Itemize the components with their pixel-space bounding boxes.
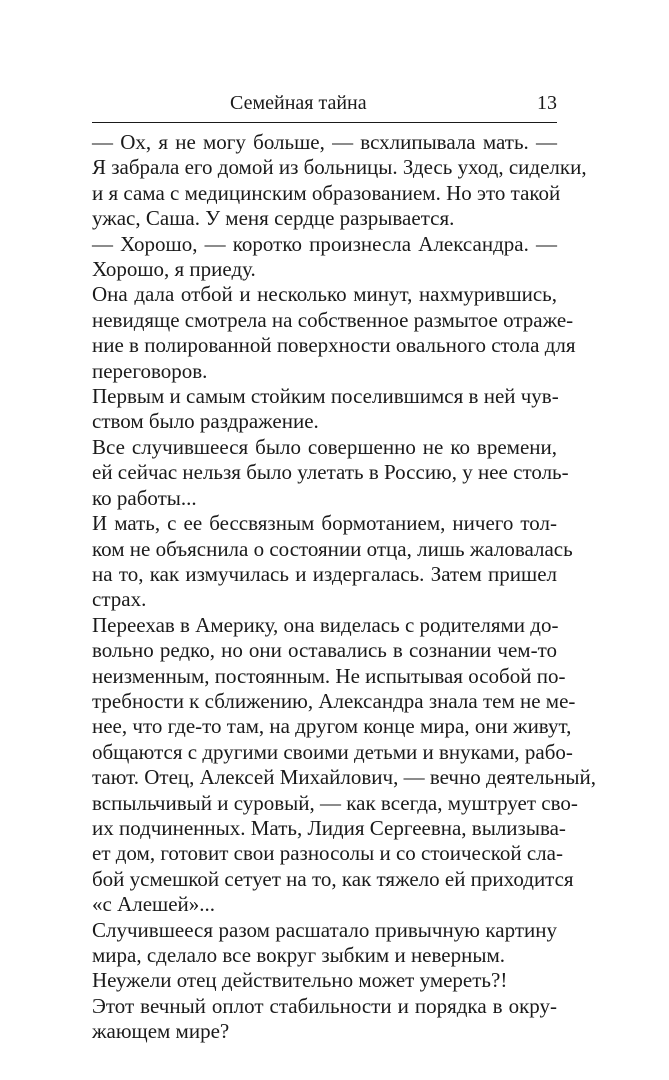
text-line: переговоров.	[92, 358, 208, 383]
text-line: ние в полированной поверхности овального стола для	[92, 333, 576, 358]
paragraph	[92, 282, 576, 384]
text-line: неизменным, постоянным. Не испытывая особой по-	[92, 663, 566, 688]
text-line: мира, сделало все вокруг зыбким и неверным.	[92, 943, 506, 967]
text-line: Неужели отец действительно может умереть?!	[92, 968, 508, 993]
text-line: Переехав в Америку, она виделась с родителями до-	[92, 612, 559, 637]
paragraph	[92, 511, 573, 613]
text-line: их подчиненных. Мать, Лидия Сергеевна, вылизыва-	[92, 815, 566, 840]
text-line: И мать, с ее бессвязным бормотанием, ничего тол-	[92, 511, 557, 536]
paragraph	[92, 232, 557, 283]
text-line: ством было раздражение.	[92, 409, 319, 434]
text-line: Я забрала его домой из больницы. Здесь уход, сиделки,	[92, 155, 587, 180]
text-line: ет дом, готовит свои разносолы и со стоической сла-	[92, 841, 563, 866]
running-title: Семейная тайна	[230, 92, 367, 114]
text-line: Хорошо, я приеду.	[92, 257, 256, 282]
body-text	[92, 130, 597, 1045]
paragraph	[92, 994, 557, 1045]
text-line: Этот вечный оплот стабильности и порядка в окру-	[92, 993, 557, 1018]
text-line: Случившееся разом расшатало привычную картину	[92, 917, 557, 942]
text-line: — Ох, я не могу больше, — всхлипывала мать. —	[92, 130, 557, 154]
text-line: «с Алешей»...	[92, 892, 216, 917]
paragraph	[92, 130, 587, 232]
text-line: бой усмешкой сетует на то, как тяжело ей приходится	[92, 866, 574, 891]
text-line: общаются с другими своими детьми и внуками, рабо-	[92, 739, 573, 764]
text-line: нее, что где-то там, на другом конце мира, они живут,	[92, 714, 572, 739]
running-header	[92, 92, 557, 123]
text-line: ужас, Саша. У меня сердце разрывается.	[92, 206, 455, 231]
text-line: требности к сближению, Александра знала тем не ме-	[92, 688, 576, 713]
text-line: ко работы...	[92, 485, 197, 510]
text-line: Она дала отбой и несколько минут, нахмурившись,	[92, 282, 557, 307]
page-number: 13	[537, 92, 557, 114]
paragraph	[92, 918, 557, 969]
paragraph	[92, 612, 597, 918]
paragraph	[92, 384, 557, 435]
text-line: Все случившееся было совершенно не ко времени,	[92, 434, 557, 459]
text-line: вольно редко, но они оставались в сознании чем-то	[92, 638, 557, 663]
text-line: вспыльчивый и суровый, — как всегда, муштрует сво-	[92, 790, 578, 815]
text-line: невидяще смотрела на собственное размытое отраже-	[92, 307, 574, 332]
text-line: ком не объяснила о состоянии отца, лишь жаловалась	[92, 536, 573, 561]
text-line: тают. Отец, Алексей Михайлович, — вечно деятельный,	[92, 765, 597, 790]
text-line: на то, как измучилась и издергалась. Затем пришел	[92, 561, 557, 586]
paragraph	[92, 968, 557, 993]
text-line: и я сама с медицинским образованием. Но это такой	[92, 180, 561, 205]
text-line: — Хорошо, — коротко произнесла Александра. —	[92, 231, 557, 256]
text-line: Первым и самым стойким поселившимся в ней чув-	[92, 384, 559, 409]
text-line: ей сейчас нельзя было улетать в Россию, у нее столь-	[92, 460, 569, 485]
paragraph	[92, 434, 569, 511]
text-line: жающем мире?	[92, 1019, 230, 1044]
text-line: страх.	[92, 587, 147, 612]
